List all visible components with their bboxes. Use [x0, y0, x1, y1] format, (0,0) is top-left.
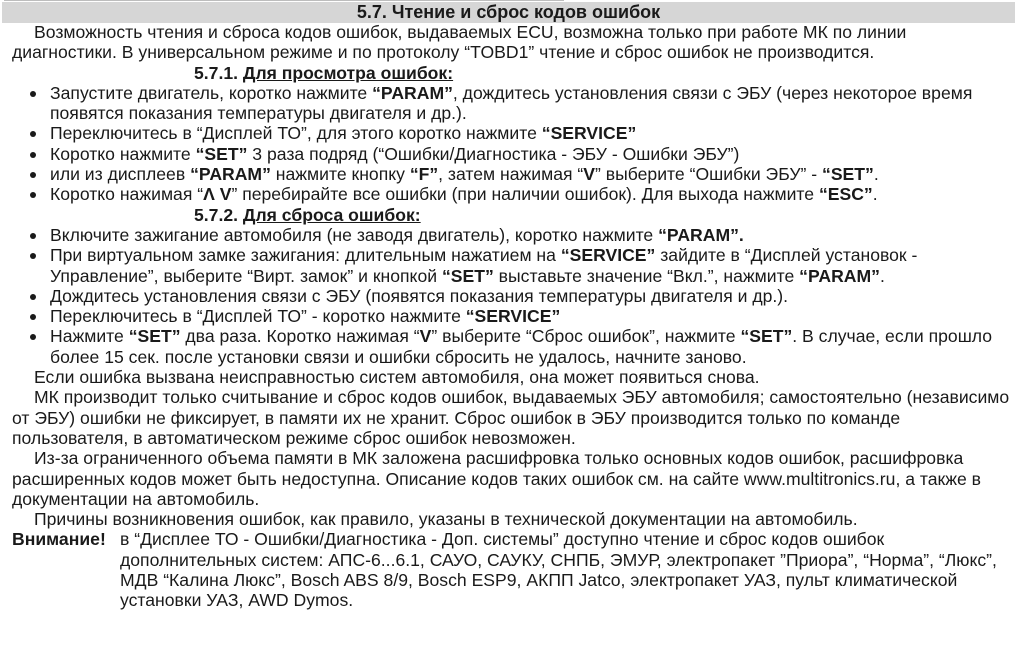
step-text: ” выберите “Ошибки ЭБУ” - [595, 164, 823, 185]
key-name: “SET” [128, 326, 181, 347]
step-text: , дождитесь установления связи с ЭБУ (через некоторое время появятся показания температуры двигателя и др.). [50, 82, 973, 124]
key-name: “SERVICE” [541, 123, 637, 144]
key-name: “PARAM”. [658, 224, 744, 245]
step-text: . [879, 265, 885, 286]
key-name: “SET” [195, 143, 248, 164]
list-item [12, 326, 1012, 367]
list-item [12, 225, 1012, 245]
key-name: “PARAM” [190, 164, 271, 185]
list-item [12, 245, 1012, 286]
key-name: “SERVICE” [465, 306, 561, 327]
subsection-title: Для сброса ошибок: [242, 204, 421, 225]
section-title: 5.7. Чтение и сброс кодов ошибок [2, 2, 1015, 23]
subsection-title: Для просмотра ошибок: [242, 62, 454, 83]
step-text: или из дисплеев [50, 164, 191, 185]
step-text: Нажмите [50, 326, 129, 347]
key-name: “SET” [822, 164, 874, 185]
key-name: “PARAM” [799, 265, 880, 286]
step-text: зайдите в “Дисплей установок - Управление”, выберите “Вирт. замок” и кнопкой [50, 245, 918, 286]
step-text: 3 раза подряд (“Ошибки/Диагностика - ЭБУ - Ошибки ЭБУ”) [247, 143, 740, 164]
step-text: два раза. Коротко нажимая “ [180, 326, 420, 347]
key-name: V [419, 326, 432, 347]
step-text: нажмите кнопку [270, 164, 410, 185]
step-text: Дождитесь установления связи с ЭБУ (появятся показания температуры двигателя и др.). [50, 285, 789, 306]
step-text: Запустите двигатель, коротко нажмите [50, 82, 373, 103]
note-paragraph: Из-за ограниченного объема памяти в МК заложена расшифровка только основных кодов ошибок, расшифровка расширенных кодов может быть недоступна. Описание кодов таких ошибок см. на сайте www.multitronics.ru, а также в документации на автомобиль. [12, 448, 982, 509]
step-text: ” выберите “Сброс ошибок”, нажмите [431, 326, 741, 347]
step-text: Переключитесь в “Дисплей ТО” - коротко нажмите [50, 306, 466, 327]
step-text: Коротко нажимая “ [50, 184, 204, 205]
step-text: Включите зажигание автомобиля (не заводя двигатель), коротко нажмите [50, 224, 659, 245]
view-steps-list [12, 83, 1012, 205]
warning-label: Внимание! [12, 529, 106, 550]
list-item [12, 144, 1012, 164]
list-item [12, 164, 1012, 184]
note-paragraph: МК производит только считывание и сброс кодов ошибок, выдаваемых ЭБУ автомобиля; самостоятельно (независимо от ЭБУ) ошибки не фиксирует, в памяти их не хранит. Сброс ошибок в ЭБУ производится только по команде пользователя, в автоматическом режиме сброс ошибок невозможен. [12, 387, 1010, 448]
step-text: Переключитесь в “Дисплей ТО”, для этого коротко нажмите [50, 123, 542, 144]
step-text: Коротко нажмите [50, 143, 196, 164]
subsection-heading-reset [194, 205, 1012, 225]
key-name: Λ V [203, 184, 232, 205]
list-item [12, 184, 1012, 204]
note-paragraph: Если ошибка вызвана неисправностью систем автомобиля, она может появиться снова. [34, 367, 760, 388]
warning-block [12, 529, 1012, 610]
key-name: “SET” [441, 265, 494, 286]
key-name: “SET” [740, 326, 793, 347]
step-text: , затем нажимая “ [438, 164, 584, 185]
subsection-number: 5.7.1. [194, 62, 239, 83]
list-item [12, 306, 1012, 326]
step-text: . [872, 184, 878, 205]
key-name: “ESC” [818, 184, 873, 205]
step-text: выставьте значение “Вкл.”, нажмите [493, 265, 800, 286]
step-text: При виртуальном замке зажигания: длительным нажатием на [50, 245, 561, 266]
section-body [12, 22, 1012, 611]
list-item [12, 286, 1012, 306]
key-name: V [583, 164, 596, 185]
intro-paragraph: Возможность чтения и сброса кодов ошибок, выдаваемых ECU, возможна только при работе МК по линии диагностики. В универсальном режиме и по протоколу “TOBD1” чтение и сброс ошибок не производится. [12, 22, 907, 63]
note-paragraph: Причины возникновения ошибок, как правило, указаны в технической документации на автомобиль. [34, 509, 858, 530]
reset-steps-list [12, 225, 1012, 367]
step-text: . [873, 164, 879, 185]
key-name: “PARAM” [372, 82, 453, 103]
step-text: . В случае, если прошло более 15 сек. после установки связи и ошибки сбросить не удалось, начните заново. [50, 326, 993, 367]
subsection-heading-view [194, 63, 1012, 83]
list-item [12, 83, 1012, 124]
warning-text: в “Дисплее ТО - Ошибки/Диагностика - Доп. системы” доступно чтение и сброс кодов ошибок дополнительных систем: АПС-6...6.1, САУО, САУКУ, СНПБ, ЭМУР, электропакет ”Приора”, “Норма”, “Люкс”, МДВ “Калина Люкс”, Bosch ABS 8/9, Bosch ESP9, АКПП Jatco, электропакет УАЗ, пульт климатической установки УАЗ, AWD Dymos. [120, 529, 997, 611]
step-text: ” перебирайте все ошибки (при наличии ошибок). Для выхода нажмите [231, 184, 819, 205]
list-item [12, 123, 1012, 143]
subsection-number: 5.7.2. [194, 204, 239, 225]
key-name: “SERVICE” [560, 245, 656, 266]
key-name: “F” [409, 164, 439, 185]
